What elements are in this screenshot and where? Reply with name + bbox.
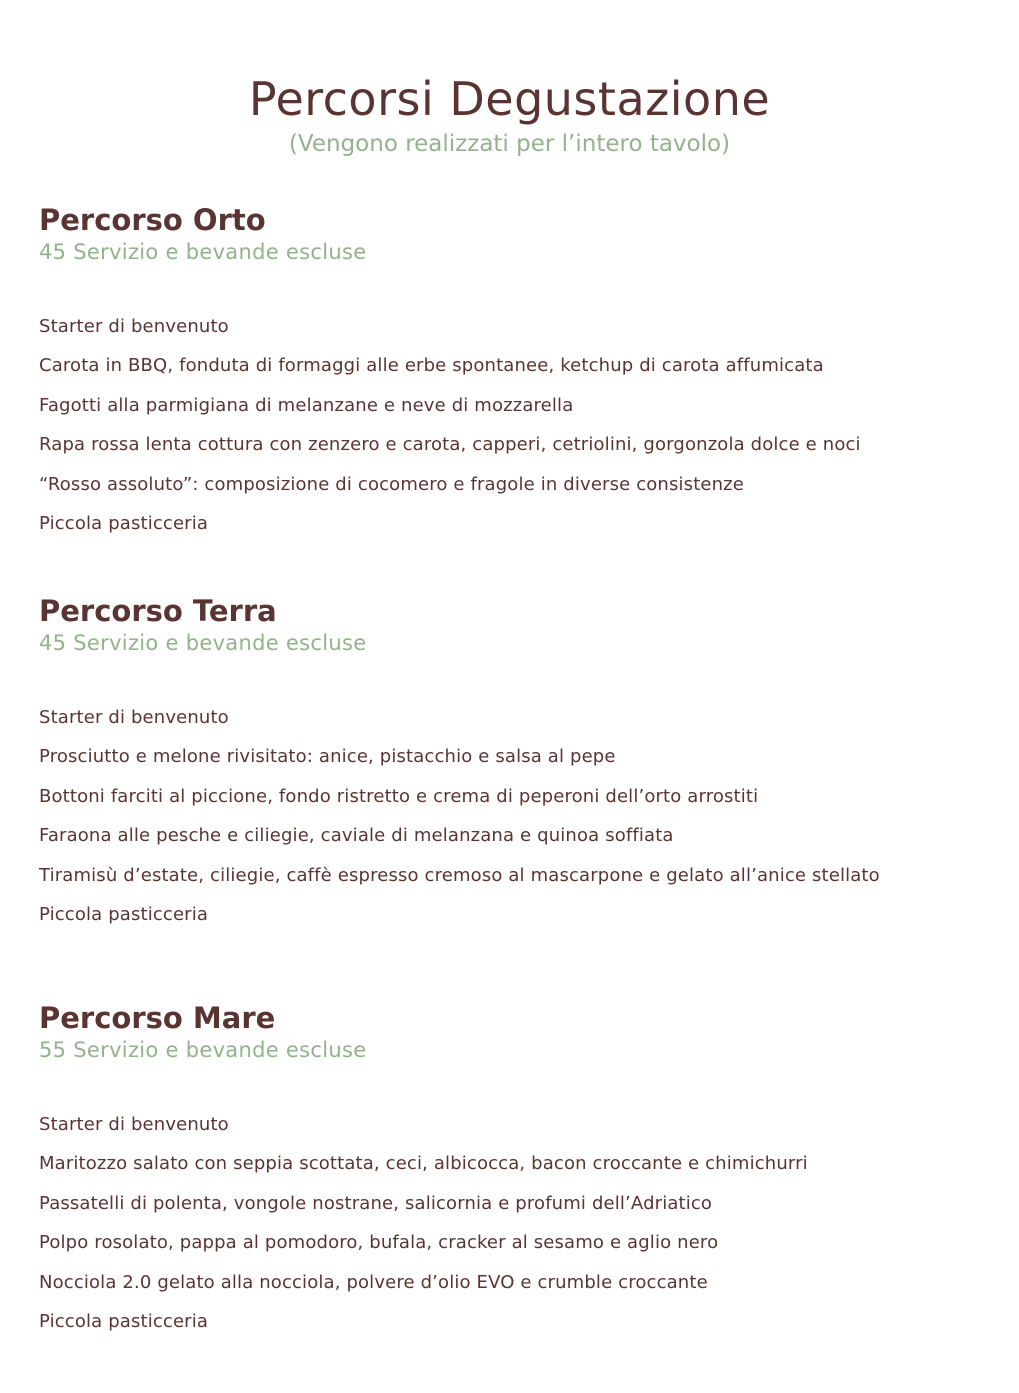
course-item: Prosciutto e melone rivisitato: anice, pistacchio e salsa al pepe: [39, 746, 616, 768]
course-item: Passatelli di polenta, vongole nostrane, salicornia e profumi dell’Adriatico: [39, 1192, 713, 1214]
section-price: 45 Servizio e bevande escluse: [39, 240, 367, 264]
course-item: Faraona alle pesche e ciliegie, caviale di melanzana e quinoa soffiata: [39, 825, 674, 847]
course-item: Piccola pasticceria: [39, 512, 209, 534]
course-item: Starter di benvenuto: [39, 707, 229, 728]
course-list: [39, 698, 880, 934]
course-list: [39, 307, 861, 543]
section-orto: [39, 202, 989, 534]
course-item: Bottoni farciti al piccione, fondo ristretto e crema di peperoni dell’orto arrostiti: [39, 785, 759, 807]
course-list: [39, 1105, 808, 1341]
course-item: Starter di benvenuto: [39, 1114, 229, 1135]
section-title: Percorso Terra: [39, 594, 277, 628]
course-item: Maritozzo salato con seppia scottata, ceci, albicocca, bacon croccante e chimichurri: [39, 1153, 808, 1175]
section-mare: [39, 1000, 989, 1332]
decorative-mark: [874, 1386, 902, 1393]
course-item: Nocciola 2.0 gelato alla nocciola, polvere d’olio EVO e crumble croccante: [39, 1271, 708, 1293]
course-item: Carota in BBQ, fonduta di formaggi alle erbe spontanee, ketchup di carota affumicata: [39, 355, 824, 377]
section-title: Percorso Orto: [39, 203, 266, 237]
course-item: Polpo rosolato, pappa al pomodoro, bufala, cracker al sesamo e aglio nero: [39, 1232, 719, 1254]
section-title: Percorso Mare: [39, 1001, 276, 1035]
course-item: Rapa rossa lenta cottura con zenzero e carota, capperi, cetriolini, gorgonzola dolce e noci: [39, 434, 861, 456]
course-item: Fagotti alla parmigiana di melanzane e neve di mozzarella: [39, 394, 574, 416]
section-price: 45 Servizio e bevande escluse: [39, 631, 367, 655]
course-item: Tiramisù d’estate, ciliegie, caffè espresso cremoso al mascarpone e gelato all’anice stellato: [39, 864, 880, 886]
course-item: Piccola pasticceria: [39, 1310, 209, 1332]
course-item: “Rosso assoluto”: composizione di cocomero e fragole in diverse consistenze: [39, 473, 745, 495]
course-item: Piccola pasticceria: [39, 903, 209, 925]
section-price: 55 Servizio e bevande escluse: [39, 1038, 367, 1062]
section-terra: [39, 593, 989, 925]
page-title: Percorsi Degustazione: [248, 72, 771, 126]
course-item: Starter di benvenuto: [39, 316, 229, 337]
page-subtitle: (Vengono realizzati per l’intero tavolo): [288, 131, 731, 157]
